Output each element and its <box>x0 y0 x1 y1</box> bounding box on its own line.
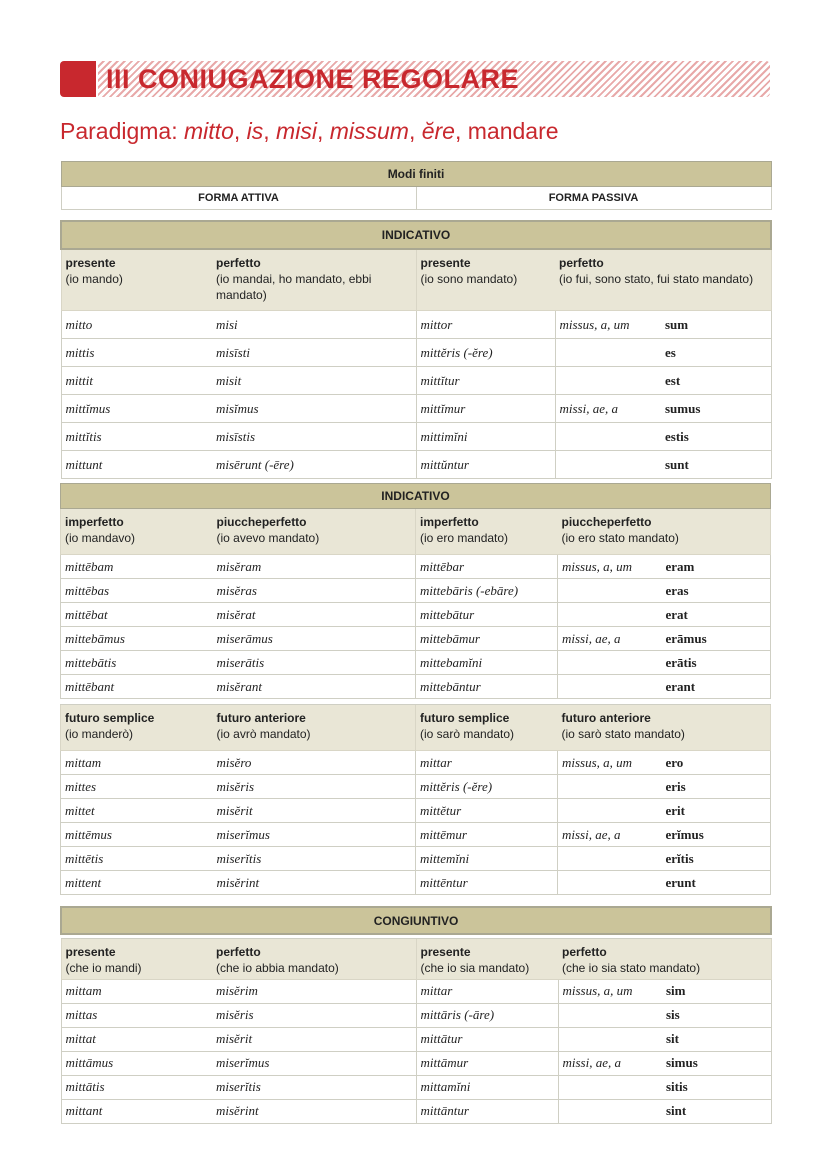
form-cell-a1: mittēbat <box>61 603 213 627</box>
form-cell-p3: eram <box>662 555 771 579</box>
form-cell-p1: mittāmur <box>416 1051 558 1075</box>
form-cell-a2: misērunt (-ēre) <box>212 451 416 479</box>
table-row <box>61 367 771 395</box>
form-cell-a2: miserĭtis <box>213 847 416 871</box>
form-cell-a2: misĕrat <box>213 603 416 627</box>
tense-cell: piuccheperfetto (io avevo mandato) <box>213 509 416 555</box>
form-cell-a1: mittēmus <box>61 823 213 847</box>
form-cell-p3: eras <box>662 579 771 603</box>
form-cell-a1: mittĭmus <box>61 395 212 423</box>
form-cell-p3: est <box>661 367 771 395</box>
form-cell-p1: mittĕris (-ĕre) <box>416 339 555 367</box>
tense-cell: futuro anteriore (io sarò stato mandato) <box>558 705 771 751</box>
form-cell-p2 <box>555 367 661 395</box>
tense-cell: presente (che io sia mandato) <box>416 938 558 979</box>
form-cell-p2: missi, ae, a <box>558 823 662 847</box>
form-cell-a1: mittunt <box>61 451 212 479</box>
form-cell-p2: missus, a, um <box>558 555 662 579</box>
form-cell-a1: mittent <box>61 871 213 895</box>
form-cell-p3: simus <box>662 1051 771 1075</box>
form-cell-p1: mittĭtur <box>416 367 555 395</box>
banner-red-block <box>60 61 96 97</box>
form-cell-a1: mittebāmus <box>61 627 213 651</box>
form-cell-a1: mittat <box>61 1027 212 1051</box>
forma-passiva-header: FORMA PASSIVA <box>416 187 771 210</box>
tense-cell: presente (io mando) <box>61 249 212 311</box>
form-cell-p3: ero <box>662 751 771 775</box>
form-cell-a2: miserĭtis <box>212 1075 416 1099</box>
form-cell-a1: mittebātis <box>61 651 213 675</box>
form-cell-p3: sim <box>662 979 771 1003</box>
form-cell-a1: mittam <box>61 979 212 1003</box>
form-cell-p1: mittebamĭni <box>416 651 558 675</box>
table-congiuntivo <box>60 906 772 1124</box>
form-cell-a2: misĭmus <box>212 395 416 423</box>
form-cell-p3: sumus <box>661 395 771 423</box>
form-cell-p3: erat <box>662 603 771 627</box>
form-cell-a2: misĕram <box>213 555 416 579</box>
form-cell-p2 <box>555 423 661 451</box>
form-cell-p1: mittor <box>416 311 555 339</box>
form-cell-a1: mittet <box>61 799 213 823</box>
table-row <box>61 871 771 895</box>
form-cell-a1: mittēbant <box>61 675 213 699</box>
form-cell-a1: mittas <box>61 1003 212 1027</box>
paradigm-prefix: Paradigma: <box>60 118 185 144</box>
form-cell-p2 <box>558 651 662 675</box>
paradigm-form: ĕre <box>421 118 455 144</box>
table-row <box>61 775 771 799</box>
form-cell-p1: mittāris (-āre) <box>416 1003 558 1027</box>
tense-cell: futuro anteriore (io avrò mandato) <box>213 705 416 751</box>
form-cell-p2: missus, a, um <box>555 311 661 339</box>
form-cell-p1: mittamĭni <box>416 1075 558 1099</box>
form-cell-p3: erant <box>662 675 771 699</box>
form-cell-a2: miserĭmus <box>213 823 416 847</box>
form-cell-a2: misĕrint <box>213 871 416 895</box>
paradigm-form: misi <box>276 118 317 144</box>
form-cell-p1: mittŭntur <box>416 451 555 479</box>
form-cell-p1: mittēbar <box>416 555 558 579</box>
form-cell-p2 <box>558 675 662 699</box>
mood-header: INDICATIVO <box>61 484 771 509</box>
form-cell-p1: mittar <box>416 751 558 775</box>
form-cell-a2: misīstis <box>212 423 416 451</box>
table-row <box>61 311 771 339</box>
form-cell-p2 <box>558 1099 662 1123</box>
tense-cell: perfetto (che io sia stato mandato) <box>558 938 771 979</box>
page-title: III CONIUGAZIONE REGOLARE <box>106 64 520 94</box>
mood-header: INDICATIVO <box>61 221 771 249</box>
form-cell-a2: misĕris <box>213 775 416 799</box>
form-cell-p3: sunt <box>661 451 771 479</box>
form-cell-a1: mittis <box>61 339 212 367</box>
form-cell-p3: estis <box>661 423 771 451</box>
table-row <box>61 627 771 651</box>
form-cell-p1: mittāntur <box>416 1099 558 1123</box>
form-cell-p1: mittemĭni <box>416 847 558 871</box>
form-cell-p2 <box>558 847 662 871</box>
table-row <box>61 555 771 579</box>
table-row <box>61 1099 771 1123</box>
form-cell-p1: mittātur <box>416 1027 558 1051</box>
table-indicativo-1 <box>60 161 772 479</box>
form-cell-p1: mittebāmur <box>416 627 558 651</box>
form-cell-a1: mittam <box>61 751 213 775</box>
form-cell-a2: miserāmus <box>213 627 416 651</box>
table-row <box>61 579 771 603</box>
form-cell-p3: sum <box>661 311 771 339</box>
table-row <box>61 423 771 451</box>
table-row <box>61 751 771 775</box>
section-banner <box>60 61 770 97</box>
table-row <box>61 1003 771 1027</box>
paradigm-meaning: mandare <box>467 118 559 144</box>
tense-cell: presente (che io mandi) <box>61 938 212 979</box>
form-cell-a1: mittātis <box>61 1075 212 1099</box>
table-row <box>61 979 771 1003</box>
tense-cell: futuro semplice (io sarò mandato) <box>416 705 558 751</box>
modi-finiti-header: Modi finiti <box>61 162 771 187</box>
form-cell-a2: misĕris <box>212 1003 416 1027</box>
table-row <box>61 1075 771 1099</box>
form-cell-p3: erĭmus <box>662 823 771 847</box>
form-cell-p2 <box>558 1075 662 1099</box>
form-cell-a1: mittant <box>61 1099 212 1123</box>
form-cell-a2: misit <box>212 367 416 395</box>
form-cell-p1: mittar <box>416 979 558 1003</box>
form-cell-a1: mitto <box>61 311 212 339</box>
table-row <box>61 603 771 627</box>
form-cell-a1: mittēbam <box>61 555 213 579</box>
form-cell-p2: missi, ae, a <box>555 395 661 423</box>
form-cell-p1: mittebātur <box>416 603 558 627</box>
form-cell-p3: erunt <box>662 871 771 895</box>
form-cell-p3: sis <box>662 1003 771 1027</box>
table-row <box>61 847 771 871</box>
form-cell-p1: mittēmur <box>416 823 558 847</box>
table-row <box>61 675 771 699</box>
form-cell-a2: misĕro <box>213 751 416 775</box>
form-cell-p3: erāmus <box>662 627 771 651</box>
tense-cell: piuccheperfetto (io ero stato mandato) <box>558 509 771 555</box>
form-cell-a2: misĕrit <box>212 1027 416 1051</box>
table-row <box>61 339 771 367</box>
tense-cell: perfetto (che io abbia mandato) <box>212 938 416 979</box>
form-cell-p3: sitis <box>662 1075 771 1099</box>
form-cell-p1: mittimĭni <box>416 423 555 451</box>
form-cell-p2 <box>558 775 662 799</box>
form-cell-a2: misĕrant <box>213 675 416 699</box>
table-row <box>61 395 771 423</box>
form-cell-p2 <box>558 1003 662 1027</box>
table-row <box>61 451 771 479</box>
form-cell-a2: misīsti <box>212 339 416 367</box>
tense-cell: presente (io sono mandato) <box>416 249 555 311</box>
form-cell-a1: mittit <box>61 367 212 395</box>
form-cell-a2: miserātis <box>213 651 416 675</box>
form-cell-a2: miserĭmus <box>212 1051 416 1075</box>
form-cell-a2: misĕrit <box>213 799 416 823</box>
form-cell-p2 <box>558 871 662 895</box>
paradigm-form: is <box>246 118 264 144</box>
paradigm-form: mitto <box>184 118 234 144</box>
form-cell-p1: mittebāntur <box>416 675 558 699</box>
table-row <box>61 1027 771 1051</box>
form-cell-p3: eris <box>662 775 771 799</box>
form-cell-p2 <box>555 339 661 367</box>
table-row <box>61 1051 771 1075</box>
tense-cell: futuro semplice (io manderò) <box>61 705 213 751</box>
form-cell-p2 <box>558 579 662 603</box>
form-cell-p1: mittĭmur <box>416 395 555 423</box>
form-cell-a1: mittētis <box>61 847 213 871</box>
form-cell-a2: misi <box>212 311 416 339</box>
form-cell-p1: mittĕtur <box>416 799 558 823</box>
form-cell-a2: misĕras <box>213 579 416 603</box>
form-cell-p2: missi, ae, a <box>558 1051 662 1075</box>
form-cell-p3: erĭtis <box>662 847 771 871</box>
tense-cell: imperfetto (io mandavo) <box>61 509 213 555</box>
form-cell-p1: mittĕris (-ĕre) <box>416 775 558 799</box>
form-cell-p3: erātis <box>662 651 771 675</box>
form-cell-a1: mittēbas <box>61 579 213 603</box>
form-cell-a1: mittĭtis <box>61 423 212 451</box>
form-cell-p1: mittēntur <box>416 871 558 895</box>
form-cell-a2: misĕrim <box>212 979 416 1003</box>
form-cell-p2 <box>555 451 661 479</box>
table-indicativo-2 <box>60 483 771 895</box>
form-cell-p3: erit <box>662 799 771 823</box>
table-row <box>61 651 771 675</box>
form-cell-p2 <box>558 1027 662 1051</box>
tense-cell: perfetto (io mandai, ho mandato, ebbi mandato) <box>212 249 416 311</box>
form-cell-a1: mittāmus <box>61 1051 212 1075</box>
table-row <box>61 823 771 847</box>
form-cell-a1: mittes <box>61 775 213 799</box>
tense-cell: imperfetto (io ero mandato) <box>416 509 558 555</box>
form-cell-p2: missi, ae, a <box>558 627 662 651</box>
form-cell-p2 <box>558 799 662 823</box>
form-cell-p2: missus, a, um <box>558 751 662 775</box>
tense-cell: perfetto (io fui, sono stato, fui stato mandato) <box>555 249 771 311</box>
form-cell-p2 <box>558 603 662 627</box>
paradigm-line: Paradigma: mitto, is, misi, missum, ĕre, mandare <box>60 118 559 144</box>
paradigm-form: missum <box>329 118 409 144</box>
forma-attiva-header: FORMA ATTIVA <box>61 187 416 210</box>
form-cell-p3: sint <box>662 1099 771 1123</box>
form-cell-p2: missus, a, um <box>558 979 662 1003</box>
form-cell-p3: sit <box>662 1027 771 1051</box>
form-cell-a2: misĕrint <box>212 1099 416 1123</box>
form-cell-p3: es <box>661 339 771 367</box>
mood-header: CONGIUNTIVO <box>61 907 771 934</box>
form-cell-p1: mittebāris (-ebāre) <box>416 579 558 603</box>
table-row <box>61 799 771 823</box>
